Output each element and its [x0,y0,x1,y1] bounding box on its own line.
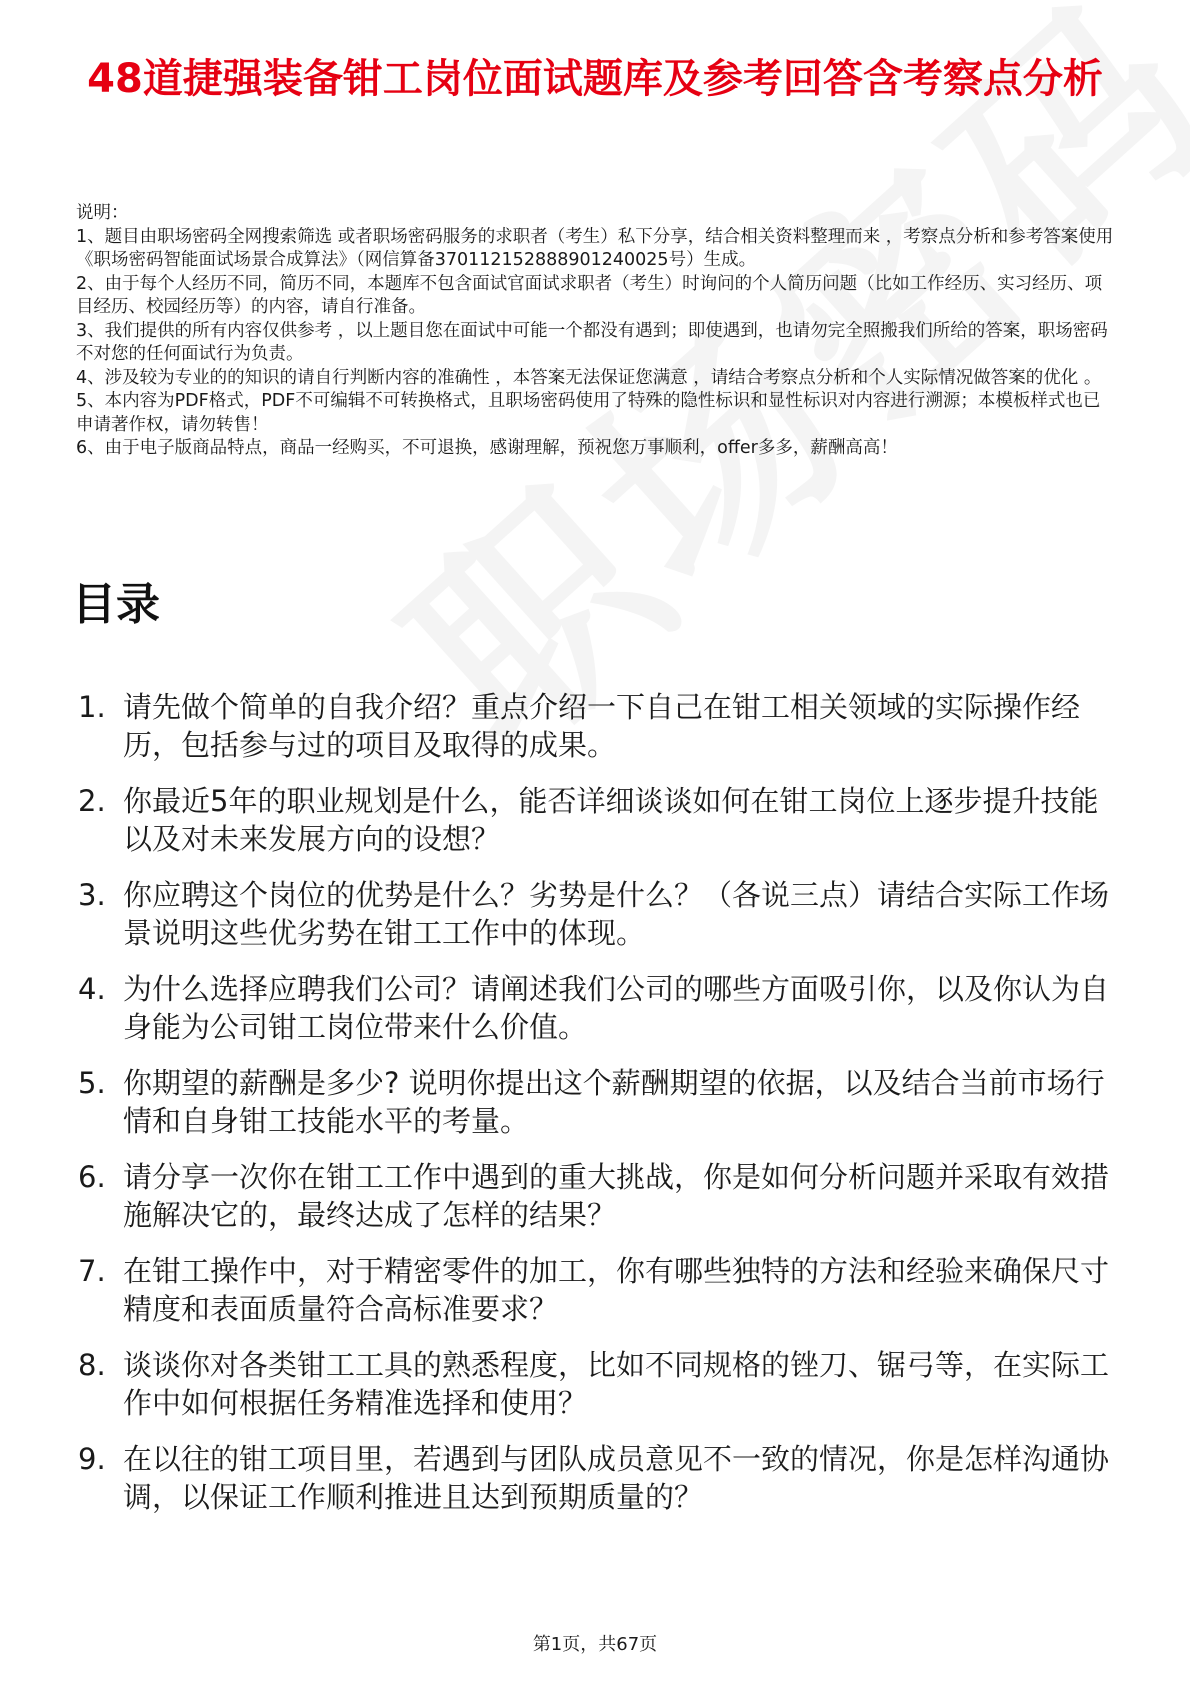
page-footer: 第1页，共67页 [532,1634,658,1655]
toc-item-number: 3. [78,878,106,912]
toc-item[interactable] [78,1346,1118,1422]
toc-item[interactable] [78,1064,1118,1140]
toc-item[interactable] [78,688,1118,764]
toc-item-text: 你应聘这个岗位的优势是什么？劣势是什么？（各说三点）请结合实际工作场景说明这些优劣势在钳工工作中的体现。 [123,878,1110,950]
toc-item[interactable] [78,970,1118,1046]
toc-item-text: 在以往的钳工项目里，若遇到与团队成员意见不一致的情况，你是怎样沟通协调，以保证工作顺利推进且达到预期质量的？ [123,1442,1110,1514]
notes-section [76,202,1116,461]
toc-item-number: 2. [78,784,106,818]
toc-item-text: 请先做个简单的自我介绍？重点介绍一下自己在钳工相关领域的实际操作经历，包括参与过的项目及取得的成果。 [123,690,1081,762]
toc-list [78,688,1118,1534]
notes-line: 5、本内容为PDF格式，PDF不可编辑不可转换格式，且职场密码使用了特殊的隐性标识和显性标识对内容进行溯源；本模板样式也已申请著作权，请勿转售！ [76,391,1101,435]
toc-heading: 目录 [72,579,160,630]
toc-item-text: 在钳工操作中，对于精密零件的加工，你有哪些独特的方法和经验来确保尺寸精度和表面质量符合高标准要求？ [123,1254,1110,1326]
toc-item-number: 9. [78,1442,106,1476]
toc-item-number: 4. [78,972,106,1006]
toc-item-number: 1. [78,690,106,724]
notes-line: 说明： [76,203,129,223]
notes-line: 3、我们提供的所有内容仅供参考 ，以上题目您在面试中可能一个都没有遇到；即使遇到，也请勿完全照搬我们所给的答案，职场密码不对您的任何面试行为负责。 [76,320,1108,364]
toc-item-text: 为什么选择应聘我们公司？请阐述我们公司的哪些方面吸引你，以及你认为自身能为公司钳工岗位带来什么价值。 [123,972,1110,1044]
notes-line: 2、由于每个人经历不同，简历不同，本题库不包含面试官面试求职者（考生）时询问的个人简历问题（比如工作经历、实习经历、项目经历、校园经历等）的内容，请自行准备。 [76,273,1103,317]
toc-item-number: 7. [78,1254,106,1288]
toc-item-text: 谈谈你对各类钳工工具的熟悉程度，比如不同规格的锉刀、锯弓等，在实际工作中如何根据任务精准选择和使用？ [123,1348,1110,1420]
toc-item-number: 6. [78,1160,106,1194]
notes-line: 1、题目由职场密码全网搜索筛选 或者职场密码服务的求职者（考生）私下分享，结合相关资料整理而来 ，考察点分析和参考答案使用《职场密码智能面试场景合成算法》（网信算备370112152888901240025号）生成。 [76,226,1114,270]
toc-item-text: 你最近5年的职业规划是什么，能否详细谈谈如何在钳工岗位上逐步提升技能以及对未来发展方向的设想？ [123,784,1099,856]
toc-item-text: 你期望的薪酬是多少? 说明你提出这个薪酬期望的依据，以及结合当前市场行情和自身钳工技能水平的考量。 [123,1066,1105,1138]
notes-line: 6、由于电子版商品特点，商品一经购买，不可退换，感谢理解，预祝您万事顺利，offer多多，薪酬高高！ [76,438,898,458]
document-title: 48道捷强装备钳工岗位面试题库及参考回答含考察点分析 [87,56,1103,102]
toc-item-text: 请分享一次你在钳工工作中遇到的重大挑战，你是如何分析问题并采取有效措施解决它的，最终达成了怎样的结果？ [123,1160,1110,1232]
toc-item[interactable] [78,876,1118,952]
toc-item[interactable] [78,1440,1118,1516]
toc-item[interactable] [78,1252,1118,1328]
toc-item[interactable] [78,782,1118,858]
toc-item[interactable] [78,1158,1118,1234]
toc-item-number: 5. [78,1066,106,1100]
notes-line: 4、涉及较为专业的的知识的请自行判断内容的准确性 ，本答案无法保证您满意 ，请结合考察点分析和个人实际情况做答案的优化 。 [76,367,1102,388]
toc-item-number: 8. [78,1348,106,1382]
